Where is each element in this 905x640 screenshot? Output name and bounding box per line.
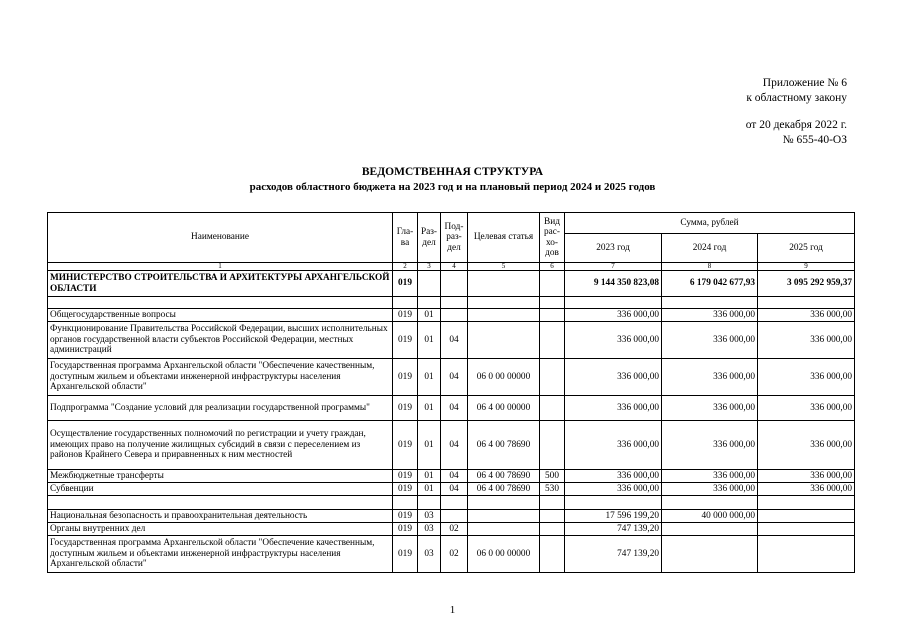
row-glava: 019 [393,536,418,573]
table-row [48,523,855,536]
row-sum-2023: 336 000,00 [565,322,662,359]
row-sum-2023: 336 000,00 [565,309,662,322]
row-glava: 019 [393,271,418,297]
header-vid: Вид рас-хо-дов [540,213,565,263]
row-podrazdel [441,510,468,523]
row-podrazdel: 04 [441,359,468,396]
row-razdel: 01 [418,421,441,470]
row-glava: 019 [393,309,418,322]
table-row [48,536,855,573]
row-sum-2023: 336 000,00 [565,359,662,396]
row-target: 06 0 00 00000 [468,359,540,396]
row-podrazdel: 04 [441,421,468,470]
row-glava: 019 [393,523,418,536]
table-row [48,421,855,470]
table-row [48,322,855,359]
appendix-block [746,76,847,147]
row-target: 06 4 00 78690 [468,483,540,496]
row-name: Подпрограмма "Создание условий для реализации государственной программы" [48,396,393,421]
col-num: 3 [418,263,441,271]
appendix-line-4: № 655-40-ОЗ [782,133,847,146]
column-numbers-row [48,263,855,271]
row-sum-2024: 336 000,00 [662,322,758,359]
row-glava: 019 [393,322,418,359]
header-glava: Гла-ва [393,213,418,263]
row-sum-2023: 9 144 350 823,08 [565,271,662,297]
row-glava: 019 [393,483,418,496]
header-2025: 2025 год [758,234,855,263]
row-name: Субвенции [48,483,393,496]
row-sum-2023: 17 596 199,20 [565,510,662,523]
row-razdel: 01 [418,309,441,322]
page-number: 1 [449,604,456,616]
appendix-line-2: к областному закону [746,91,847,104]
row-sum-2023: 336 000,00 [565,396,662,421]
header-2023: 2023 год [565,234,662,263]
row-vid [540,523,565,536]
row-vid [540,396,565,421]
budget-table [47,212,855,573]
document-title: ВЕДОМСТВЕННАЯ СТРУКТУРА [361,166,544,178]
col-num: 8 [662,263,758,271]
col-num: 9 [758,263,855,271]
table-row [48,359,855,396]
row-sum-2025: 336 000,00 [758,421,855,470]
col-num: 2 [393,263,418,271]
row-podrazdel: 04 [441,322,468,359]
row-podrazdel: 04 [441,396,468,421]
row-sum-2024: 336 000,00 [662,421,758,470]
row-name: Осуществление государственных полномочий по регистрации и учету граждан, имеющих право на получение жилищных субсидий в связи с переселением из районов Крайнего Севера и приравненных к ним местностей [48,421,393,470]
row-name: Межбюджетные трансферты [48,470,393,483]
row-razdel: 03 [418,536,441,573]
row-sum-2023: 747 139,20 [565,523,662,536]
row-target [468,322,540,359]
row-vid: 500 [540,470,565,483]
row-sum-2024: 336 000,00 [662,483,758,496]
row-sum-2023: 336 000,00 [565,483,662,496]
row-sum-2024: 336 000,00 [662,359,758,396]
row-vid: 530 [540,483,565,496]
row-sum-2025: 3 095 292 959,37 [758,271,855,297]
row-podrazdel: 04 [441,470,468,483]
row-glava: 019 [393,396,418,421]
row-target: 06 4 00 78690 [468,470,540,483]
row-sum-2025: 336 000,00 [758,309,855,322]
row-name: Функционирование Правительства Российской Федерации, высших исполнительных органов государственной власти субъектов Российской Федерации, местных администраций [48,322,393,359]
row-sum-2025 [758,536,855,573]
col-num: 1 [48,263,393,271]
col-num: 5 [468,263,540,271]
row-razdel: 03 [418,510,441,523]
row-podrazdel [441,271,468,297]
table-row [48,510,855,523]
row-podrazdel: 02 [441,523,468,536]
header-target: Целевая статья [468,213,540,263]
header-name: Наименование [48,213,393,263]
row-name: Общегосударственные вопросы [48,309,393,322]
row-target: 06 4 00 00000 [468,396,540,421]
row-sum-2024: 336 000,00 [662,396,758,421]
row-target: 06 0 00 00000 [468,536,540,573]
row-glava: 019 [393,421,418,470]
row-sum-2023: 336 000,00 [565,421,662,470]
table-row [48,396,855,421]
row-name: Государственная программа Архангельской области "Обеспечение качественным, доступным жильем и объектами инженерной инфраструктуры населения Архангельской области" [48,359,393,396]
row-razdel [418,271,441,297]
row-sum-2024 [662,536,758,573]
table-row [48,470,855,483]
header-2024: 2024 год [662,234,758,263]
row-name: Органы внутренних дел [48,523,393,536]
row-sum-2025: 336 000,00 [758,322,855,359]
row-razdel: 01 [418,322,441,359]
row-target [468,523,540,536]
row-vid [540,322,565,359]
header-sum: Сумма, рублей [565,213,855,234]
row-sum-2024: 336 000,00 [662,309,758,322]
row-target: 06 4 00 78690 [468,421,540,470]
spacer-row [48,496,855,510]
row-razdel: 01 [418,396,441,421]
table-row [48,309,855,322]
row-name: Национальная безопасность и правоохранительная деятельность [48,510,393,523]
row-sum-2025: 336 000,00 [758,470,855,483]
appendix-line-1: Приложение № 6 [762,77,847,89]
row-sum-2025 [758,523,855,536]
row-razdel: 01 [418,359,441,396]
header-podrazdel: Под-раз-дел [441,213,468,263]
header-razdel: Раз-дел [418,213,441,263]
row-name: Государственная программа Архангельской области "Обеспечение качественным, доступным жильем и объектами инженерной инфраструктуры населения Архангельской области" [48,536,393,573]
spacer-row [48,297,855,309]
row-razdel: 01 [418,483,441,496]
row-target [468,510,540,523]
row-podrazdel [441,309,468,322]
row-razdel: 01 [418,470,441,483]
col-num: 4 [441,263,468,271]
row-vid [540,271,565,297]
row-sum-2024 [662,523,758,536]
row-sum-2025: 336 000,00 [758,483,855,496]
header-row-1 [48,213,855,234]
row-sum-2024: 40 000 000,00 [662,510,758,523]
row-razdel: 03 [418,523,441,536]
row-sum-2025: 336 000,00 [758,359,855,396]
row-glava: 019 [393,359,418,396]
row-vid [540,510,565,523]
row-target [468,271,540,297]
row-vid [540,536,565,573]
row-sum-2024: 336 000,00 [662,470,758,483]
row-sum-2023: 336 000,00 [565,470,662,483]
table-row [48,483,855,496]
row-podrazdel: 04 [441,483,468,496]
row-name: МИНИСТЕРСТВО СТРОИТЕЛЬСТВА И АРХИТЕКТУРЫ АРХАНГЕЛЬСКОЙ ОБЛАСТИ [48,271,393,297]
col-num: 7 [565,263,662,271]
document-subtitle: расходов областного бюджета на 2023 год и на плановый период 2024 и 2025 годов [249,181,656,193]
appendix-line-3: от 20 декабря 2022 г. [745,119,847,131]
row-vid [540,421,565,470]
row-sum-2023: 747 139,20 [565,536,662,573]
row-vid [540,359,565,396]
col-num: 6 [540,263,565,271]
row-vid [540,309,565,322]
row-glava: 019 [393,470,418,483]
row-sum-2025: 336 000,00 [758,396,855,421]
row-glava: 019 [393,510,418,523]
row-target [468,309,540,322]
row-sum-2024: 6 179 042 677,93 [662,271,758,297]
row-sum-2025 [758,510,855,523]
table-row [48,271,855,297]
row-podrazdel: 02 [441,536,468,573]
